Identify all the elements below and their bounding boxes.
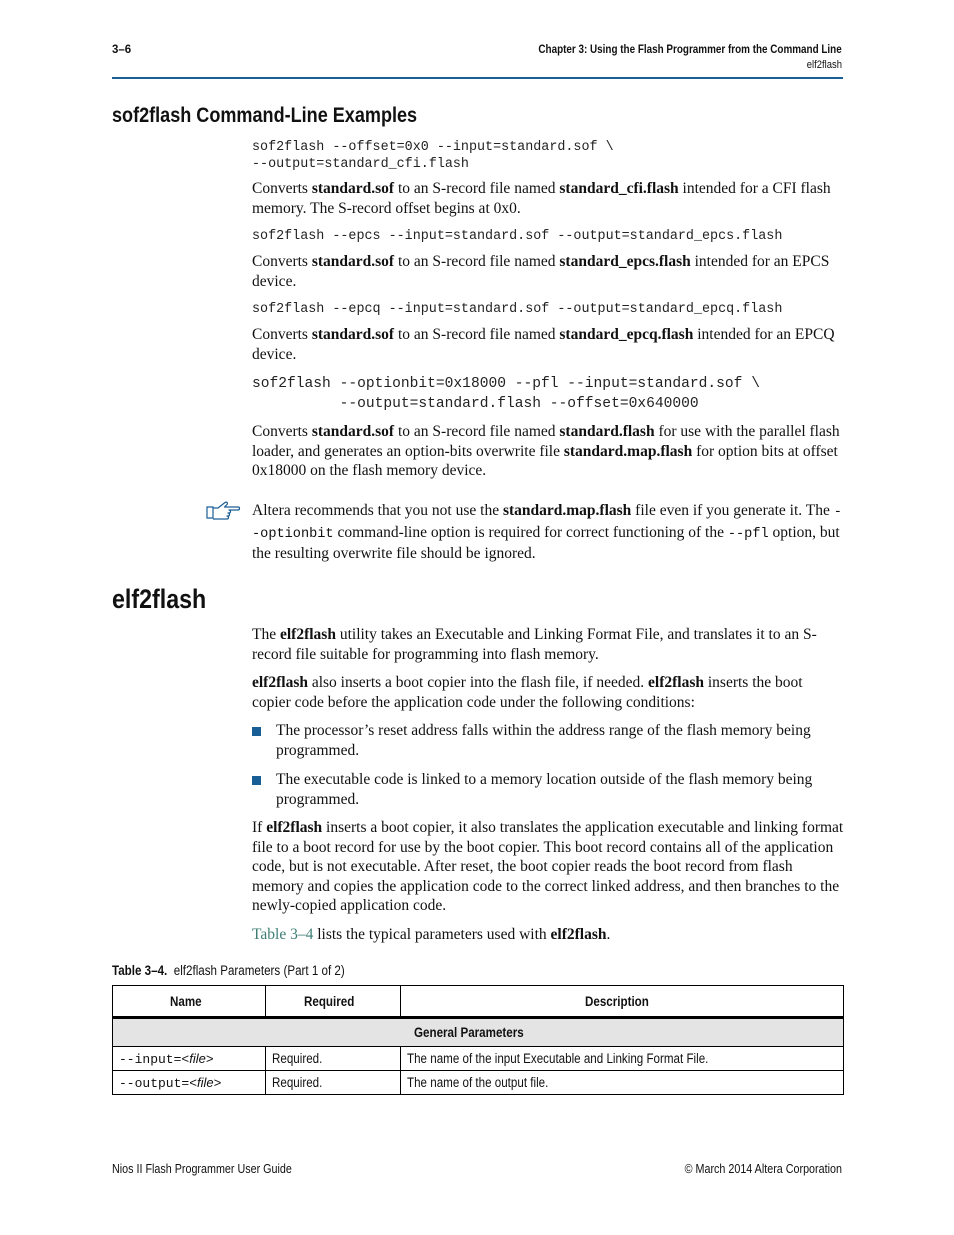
page-number: 3–6 (112, 44, 132, 56)
bullet-icon (252, 776, 261, 785)
paragraph-example-2: Converts standard.sof to an S-record file named standard_epcs.flash intended for an EPCS device. (252, 253, 830, 290)
param-name: --input=<file> (113, 1047, 266, 1071)
param-description: The name of the output file. (401, 1071, 844, 1095)
code-example-2: sof2flash --epcs --input=standard.sof --output=standard_epcs.flash (252, 229, 783, 244)
note-paragraph: Altera recommends that you not use the standard.map.flash file even if you generate it. The --optionbit command-line option is required for correct functioning of the --pfl option, but the resulting overwrite file should be ignored. (252, 502, 842, 563)
table-link[interactable]: Table 3–4 (252, 926, 314, 943)
paragraph-boot-copier: elf2flash also inserts a boot copier into the flash file, if needed. elf2flash inserts the boot copier code before the application code under the following conditions: (252, 674, 803, 711)
bullet-item: The executable code is linked to a memory location outside of the flash memory being programmed. (276, 771, 813, 808)
paragraph-example-3: Converts standard.sof to an S-record file named standard_epcq.flash intended for an EPCQ device. (252, 326, 835, 363)
code-example-3: sof2flash --epcq --input=standard.sof --output=standard_epcq.flash (252, 302, 783, 317)
paragraph-example-1: Converts standard.sof to an S-record file named standard_cfi.flash intended for a CFI flash memory. The S-record offset begins at 0x0. (252, 180, 831, 217)
column-header: Name (113, 986, 266, 1018)
paragraph-example-4: Converts standard.sof to an S-record file named standard.flash for use with the parallel flash loader, and generates an option-bits overwrite file standard.map.flash for option bits at offset 0x18000 on the flash memory device. (252, 423, 840, 480)
section-heading: sof2flash Command-Line Examples (112, 104, 418, 127)
table-row (113, 1047, 844, 1071)
code-example-1: sof2flash --offset=0x0 --input=standard.sof \ --output=standard_cfi.flash (252, 140, 614, 172)
paragraph-table-ref: Table 3–4 lists the typical parameters used with elf2flash. (252, 926, 611, 943)
running-section: elf2flash (806, 59, 842, 71)
bullet-icon (252, 727, 261, 736)
param-description: The name of the input Executable and Linking Format File. (401, 1047, 844, 1071)
param-name: --output=<file> (113, 1071, 266, 1095)
code-example-4: sof2flash --optionbit=0x18000 --pfl --input=standard.sof \ --output=standard.flash --offset=0x640000 (252, 376, 760, 412)
footer-copyright: © March 2014 Altera Corporation (684, 1162, 842, 1176)
table-header-row (113, 986, 844, 1018)
parameters-table (112, 985, 844, 1095)
footer-guide-title: Nios II Flash Programmer User Guide (112, 1162, 292, 1176)
pointing-hand-icon (205, 500, 241, 522)
bullet-item: The processor’s reset address falls within the address range of the flash memory being programmed. (276, 722, 811, 759)
chapter-section-heading: elf2flash (112, 584, 207, 614)
column-header: Required (265, 986, 401, 1018)
chapter-title: Chapter 3: Using the Flash Programmer from the Command Line (538, 44, 842, 56)
table-caption: Table 3–4. elf2flash Parameters (Part 1 of 2) (112, 963, 345, 978)
table-group-row (113, 1018, 844, 1047)
param-required: Required. (265, 1071, 401, 1095)
paragraph-intro: The elf2flash utility takes an Executable and Linking Format File, and translates it to an S-record file suitable for programming into flash memory. (252, 626, 817, 663)
header-rule (112, 77, 843, 79)
group-label: General Parameters (113, 1018, 844, 1047)
column-header: Description (401, 986, 844, 1018)
paragraph-boot-record: If elf2flash inserts a boot copier, it also translates the application executable and linking format file to a boot record for use by the boot copier. This boot record contains all of the application code, but is not executable. After reset, the boot copier reads the boot record from flash memory and copies the application code to the correct linked address, and then branches to the newly-copied application code. (252, 819, 844, 915)
table-row (113, 1071, 844, 1095)
param-required: Required. (265, 1047, 401, 1071)
